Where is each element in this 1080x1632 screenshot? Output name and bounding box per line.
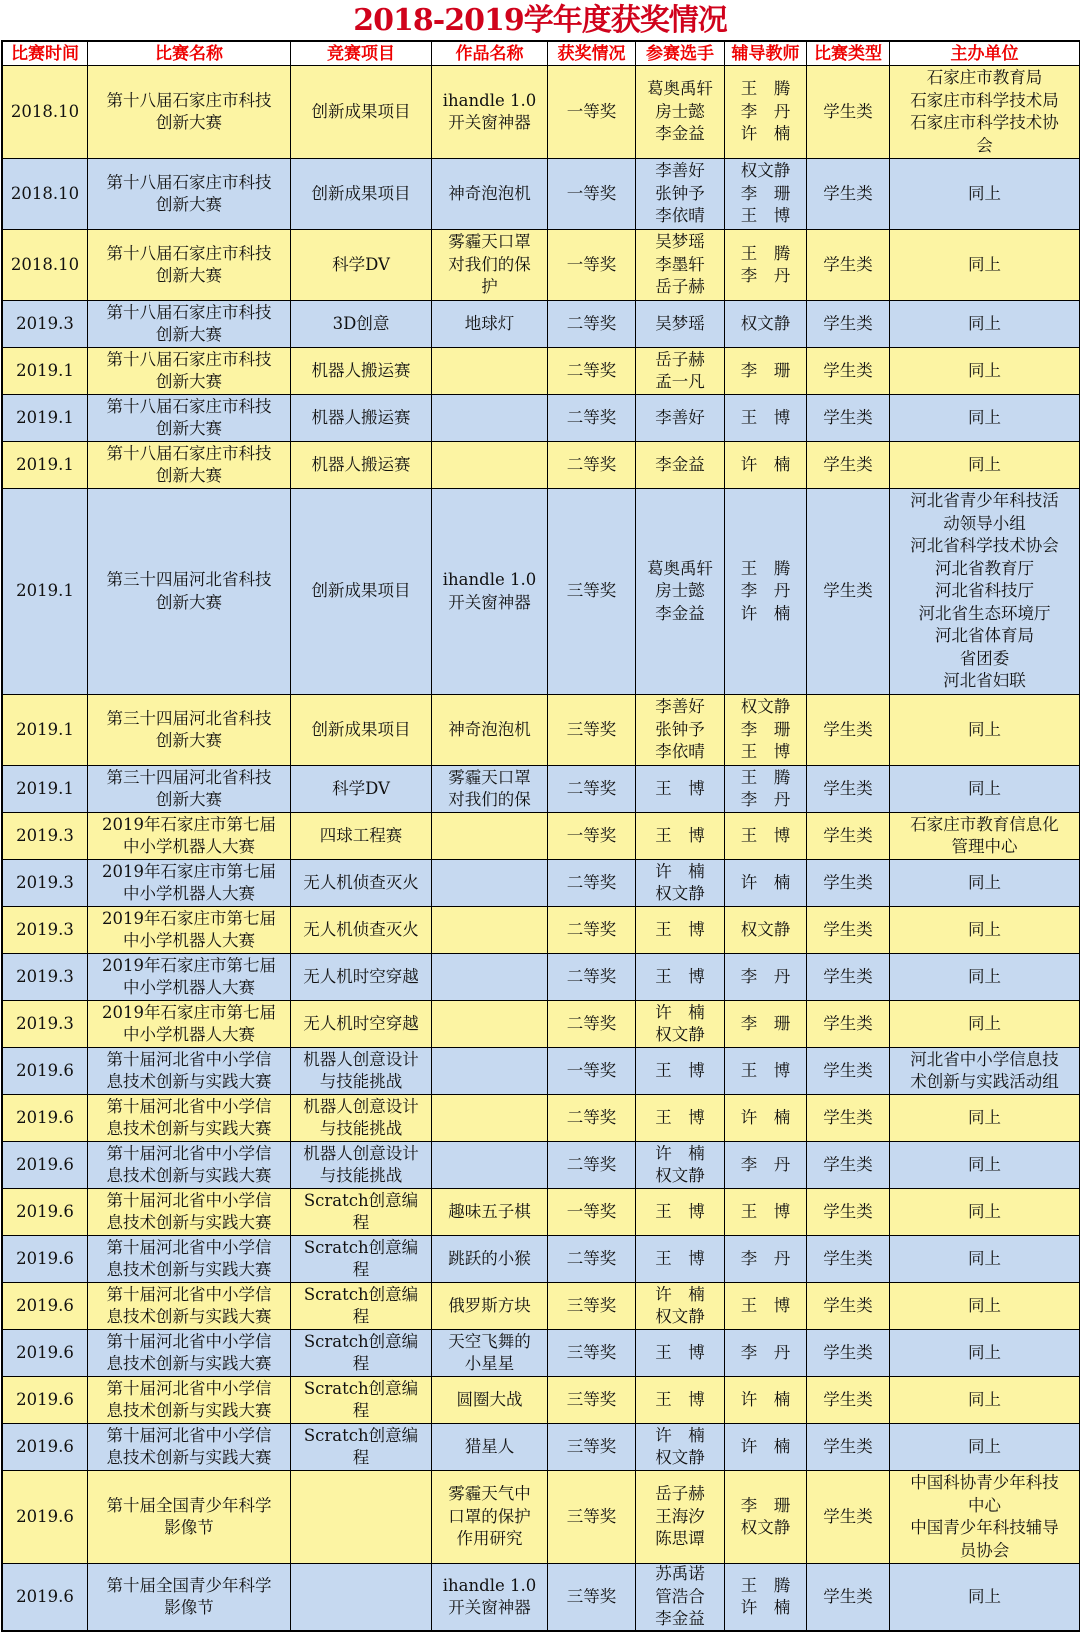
cell-competition: 2019年石家庄市第七届 中小学机器人大赛 [87,813,290,859]
table-row [3,859,1079,906]
cell-teachers: 王 腾 李 丹 [724,230,806,300]
cell-event [290,1471,431,1563]
cell-date: 2019.3 [16,966,74,986]
header-row [3,42,1079,65]
cell-students: 岳子赫 孟一凡 [635,348,724,394]
cell-competition: 第十八届石家庄市科技 创新大赛 [87,442,290,488]
cell-category: 学生类 [806,1330,889,1376]
cell-category: 学生类 [806,954,889,1000]
cell-teachers: 王 博 [724,813,806,859]
cell-work: ihandle 1.0 开关窗神器 [431,489,547,694]
cell-teachers: 王 腾 李 丹 许 楠 [724,66,806,158]
cell-date: 2019.6 [16,1060,74,1080]
cell-date: 2019.6 [16,1295,74,1315]
cell-students: 许 楠 权文静 [635,1001,724,1047]
cell-work [431,954,547,1000]
cell-students: 王 博 [635,1330,724,1376]
cell-award: 三等奖 [547,1283,635,1329]
cell-category: 学生类 [806,860,889,906]
cell-teachers: 李 珊 [724,348,806,394]
cell-work [431,442,547,488]
cell-date: 2018.10 [10,183,80,203]
cell-award: 一等奖 [547,159,635,229]
table-row [3,300,1079,347]
cell-category: 学生类 [806,1283,889,1329]
cell-teachers: 王 博 [724,1048,806,1094]
column-header-category: 比赛类型 [806,42,889,65]
cell-competition: 第三十四届河北省科技 创新大赛 [87,766,290,812]
table-row [3,1141,1079,1188]
cell-date: 2019.6 [16,1389,74,1409]
table-row [3,694,1079,765]
cell-organizer: 河北省青少年科技活 动领导小组 河北省科学技术协会 河北省教育厅 河北省科技厅 河北省生态环境厅 河北省体育局 省团委 河北省妇联 [889,489,1079,694]
cell-category: 学生类 [806,1048,889,1094]
cell-organizer: 石家庄市教育局 石家庄市科学技术局 石家庄市科学技术协 会 [889,66,1079,158]
cell-work: 雾霾天口罩 对我们的保 护 [431,230,547,300]
cell-award: 三等奖 [547,1377,635,1423]
cell-teachers: 许 楠 [724,1377,806,1423]
cell-teachers: 李 珊 权文静 [724,1471,806,1563]
cell-students: 葛奥禹轩 房士懿 李金益 [635,489,724,694]
table-row [3,65,1079,158]
cell-event: 机器人搬运赛 [290,348,431,394]
cell-teachers: 李 丹 [724,1142,806,1188]
table-row [3,1235,1079,1282]
table-row [3,1423,1079,1470]
cell-date: 2019.6 [16,1248,74,1268]
cell-teachers: 权文静 [724,301,806,347]
cell-work: ihandle 1.0 开关窗神器 [431,66,547,158]
cell-award: 一等奖 [547,1048,635,1094]
cell-award: 三等奖 [547,1471,635,1563]
table-row [3,394,1079,441]
cell-work: 神奇泡泡机 [431,159,547,229]
cell-students: 李善好 张钟予 李依晴 [635,159,724,229]
cell-competition: 第十届河北省中小学信 息技术创新与实践大赛 [87,1189,290,1235]
table-row [3,441,1079,488]
cell-award: 二等奖 [547,907,635,953]
cell-teachers: 权文静 李 珊 王 博 [724,159,806,229]
cell-award: 一等奖 [547,230,635,300]
cell-competition: 第十八届石家庄市科技 创新大赛 [87,301,290,347]
table-row [3,1563,1079,1630]
cell-organizer: 河北省中小学信息技 术创新与实践活动组 [889,1048,1079,1094]
cell-date: 2019.1 [16,581,74,601]
cell-event: 无人机时空穿越 [290,1001,431,1047]
page-title: 2018-2019学年度获奖情况 [353,3,727,38]
cell-competition: 第三十四届河北省科技 创新大赛 [87,489,290,694]
cell-organizer: 同上 [889,1001,1079,1047]
cell-event: 无人机侦查灭火 [290,907,431,953]
cell-event: Scratch创意编 程 [290,1236,431,1282]
cell-date: 2019.6 [16,1154,74,1174]
cell-category: 学生类 [806,1142,889,1188]
cell-event: 机器人搬运赛 [290,395,431,441]
cell-date: 2019.6 [16,1586,74,1606]
cell-competition: 第十八届石家庄市科技 创新大赛 [87,348,290,394]
table-row [3,1470,1079,1563]
column-header-event: 竞赛项目 [290,42,431,65]
cell-teachers: 许 楠 [724,860,806,906]
cell-award: 二等奖 [547,1236,635,1282]
cell-students: 王 博 [635,1189,724,1235]
cell-organizer: 同上 [889,1424,1079,1470]
cell-teachers: 王 博 [724,395,806,441]
cell-category: 学生类 [806,1424,889,1470]
cell-work [431,1048,547,1094]
cell-work [431,1142,547,1188]
cell-organizer: 同上 [889,695,1079,765]
cell-date: 2019.3 [16,1013,74,1033]
table-row [3,953,1079,1000]
cell-students: 王 博 [635,1048,724,1094]
cell-date: 2019.3 [16,313,74,333]
cell-work: 雾霾天气中 口罩的保护 作用研究 [431,1471,547,1563]
cell-competition: 第十届河北省中小学信 息技术创新与实践大赛 [87,1330,290,1376]
cell-students: 李善好 [635,395,724,441]
cell-work: 天空飞舞的 小星星 [431,1330,547,1376]
cell-category: 学生类 [806,230,889,300]
cell-competition: 第十届河北省中小学信 息技术创新与实践大赛 [87,1048,290,1094]
cell-date: 2019.6 [16,1342,74,1362]
cell-category: 学生类 [806,695,889,765]
cell-date: 2018.10 [10,101,80,121]
table-row [3,906,1079,953]
cell-competition: 第十届河北省中小学信 息技术创新与实践大赛 [87,1142,290,1188]
cell-category: 学生类 [806,813,889,859]
cell-award: 二等奖 [547,395,635,441]
cell-organizer: 同上 [889,301,1079,347]
cell-competition: 第十届河北省中小学信 息技术创新与实践大赛 [87,1424,290,1470]
cell-competition: 第十八届石家庄市科技 创新大赛 [87,159,290,229]
cell-category: 学生类 [806,66,889,158]
cell-students: 许 楠 权文静 [635,1142,724,1188]
cell-work: 趣味五子棋 [431,1189,547,1235]
cell-organizer: 石家庄市教育信息化 管理中心 [889,813,1079,859]
cell-work: ihandle 1.0 开关窗神器 [431,1564,547,1630]
cell-work [431,907,547,953]
cell-work [431,860,547,906]
cell-students: 苏禹诺 管浩合 李金益 [635,1564,724,1630]
cell-students: 许 楠 权文静 [635,1424,724,1470]
cell-date: 2019.1 [16,719,74,739]
cell-competition: 第十八届石家庄市科技 创新大赛 [87,230,290,300]
cell-award: 三等奖 [547,1424,635,1470]
cell-date: 2019.1 [16,778,74,798]
cell-category: 学生类 [806,907,889,953]
cell-teachers: 王 腾 李 丹 许 楠 [724,489,806,694]
cell-date: 2019.3 [16,825,74,845]
cell-award: 二等奖 [547,1001,635,1047]
cell-organizer: 同上 [889,860,1079,906]
cell-organizer: 同上 [889,1189,1079,1235]
cell-competition: 2019年石家庄市第七届 中小学机器人大赛 [87,954,290,1000]
cell-award: 一等奖 [547,66,635,158]
cell-students: 许 楠 权文静 [635,860,724,906]
cell-award: 二等奖 [547,954,635,1000]
cell-category: 学生类 [806,1189,889,1235]
cell-event: 创新成果项目 [290,489,431,694]
cell-event: 创新成果项目 [290,695,431,765]
cell-competition: 第三十四届河北省科技 创新大赛 [87,695,290,765]
cell-category: 学生类 [806,1236,889,1282]
cell-date: 2019.6 [16,1107,74,1127]
cell-category: 学生类 [806,1095,889,1141]
cell-teachers: 许 楠 [724,1424,806,1470]
cell-category: 学生类 [806,1001,889,1047]
cell-teachers: 李 丹 [724,1330,806,1376]
cell-teachers: 权文静 李 珊 王 博 [724,695,806,765]
cell-category: 学生类 [806,1471,889,1563]
cell-category: 学生类 [806,766,889,812]
cell-category: 学生类 [806,1377,889,1423]
cell-teachers: 权文静 [724,907,806,953]
cell-date: 2019.3 [16,872,74,892]
cell-award: 二等奖 [547,1095,635,1141]
cell-students: 吴梦瑶 李墨轩 岳子赫 [635,230,724,300]
cell-event: 机器人搬运赛 [290,442,431,488]
cell-date: 2019.6 [16,1436,74,1456]
cell-work [431,395,547,441]
cell-work: 神奇泡泡机 [431,695,547,765]
cell-students: 吴梦瑶 [635,301,724,347]
table-row [3,1282,1079,1329]
cell-date: 2019.1 [16,454,74,474]
cell-event: 创新成果项目 [290,159,431,229]
cell-students: 王 博 [635,1377,724,1423]
cell-organizer: 同上 [889,1330,1079,1376]
cell-students: 王 博 [635,1236,724,1282]
column-header-competition: 比赛名称 [87,42,290,65]
cell-award: 二等奖 [547,1142,635,1188]
cell-competition: 第十届全国青少年科学 影像节 [87,1564,290,1630]
cell-event: 无人机时空穿越 [290,954,431,1000]
cell-date: 2019.1 [16,360,74,380]
cell-teachers: 王 博 [724,1283,806,1329]
table-row [3,488,1079,694]
cell-students: 王 博 [635,813,724,859]
table-row [3,1000,1079,1047]
cell-organizer: 同上 [889,230,1079,300]
cell-teachers: 王 腾 许 楠 [724,1564,806,1630]
cell-award: 一等奖 [547,1189,635,1235]
cell-organizer: 同上 [889,348,1079,394]
cell-teachers: 王 博 [724,1189,806,1235]
cell-event: Scratch创意编 程 [290,1424,431,1470]
column-header-students: 参赛选手 [635,42,724,65]
cell-award: 二等奖 [547,860,635,906]
table-row [3,765,1079,812]
cell-event: 四球工程赛 [290,813,431,859]
cell-teachers: 李 丹 [724,1236,806,1282]
cell-competition: 第十八届石家庄市科技 创新大赛 [87,66,290,158]
cell-work: 猎星人 [431,1424,547,1470]
column-header-work: 作品名称 [431,42,547,65]
column-header-teachers: 辅导教师 [724,42,806,65]
cell-organizer: 同上 [889,395,1079,441]
cell-organizer: 中国科协青少年科技 中心 中国青少年科技辅导 员协会 [889,1471,1079,1563]
cell-work [431,813,547,859]
table-row [3,1329,1079,1376]
cell-teachers: 许 楠 [724,1095,806,1141]
cell-competition: 第十届河北省中小学信 息技术创新与实践大赛 [87,1095,290,1141]
cell-competition: 第十届河北省中小学信 息技术创新与实践大赛 [87,1377,290,1423]
cell-event: 科学DV [290,230,431,300]
table-row [3,812,1079,859]
cell-competition: 2019年石家庄市第七届 中小学机器人大赛 [87,1001,290,1047]
cell-category: 学生类 [806,159,889,229]
cell-organizer: 同上 [889,1283,1079,1329]
cell-event: Scratch创意编 程 [290,1377,431,1423]
table-row [3,347,1079,394]
cell-event: 机器人创意设计 与技能挑战 [290,1142,431,1188]
cell-students: 王 博 [635,766,724,812]
cell-work: 跳跃的小猴 [431,1236,547,1282]
cell-award: 三等奖 [547,1330,635,1376]
cell-organizer: 同上 [889,907,1079,953]
cell-work [431,348,547,394]
cell-competition: 2019年石家庄市第七届 中小学机器人大赛 [87,907,290,953]
cell-date: 2018.10 [10,254,80,274]
cell-award: 三等奖 [547,695,635,765]
column-header-date: 比赛时间 [11,43,79,64]
cell-students: 李善好 张钟予 李依晴 [635,695,724,765]
cell-organizer: 同上 [889,766,1079,812]
cell-students: 李金益 [635,442,724,488]
cell-organizer: 同上 [889,1236,1079,1282]
table-row [3,1188,1079,1235]
cell-date: 2019.6 [16,1201,74,1221]
cell-teachers: 李 丹 [724,954,806,1000]
cell-event: 机器人创意设计 与技能挑战 [290,1095,431,1141]
column-header-award: 获奖情况 [547,42,635,65]
cell-organizer: 同上 [889,159,1079,229]
cell-event: 创新成果项目 [290,66,431,158]
cell-work: 雾霾天口罩 对我们的保 [431,766,547,812]
cell-students: 许 楠 权文静 [635,1283,724,1329]
table-row [3,1376,1079,1423]
table-row [3,229,1079,300]
cell-date: 2019.1 [16,407,74,427]
cell-work [431,1001,547,1047]
table-row [3,158,1079,229]
cell-organizer: 同上 [889,1142,1079,1188]
cell-competition: 第十届全国青少年科学 影像节 [87,1471,290,1563]
cell-organizer: 同上 [889,1377,1079,1423]
cell-date: 2019.3 [16,919,74,939]
cell-students: 王 博 [635,1095,724,1141]
column-header-organizer: 主办单位 [889,42,1079,65]
cell-event: Scratch创意编 程 [290,1283,431,1329]
cell-event: Scratch创意编 程 [290,1189,431,1235]
cell-event: 3D创意 [290,301,431,347]
cell-organizer: 同上 [889,1564,1079,1630]
cell-award: 二等奖 [547,301,635,347]
table-row [3,1047,1079,1094]
cell-category: 学生类 [806,301,889,347]
cell-event: 机器人创意设计 与技能挑战 [290,1048,431,1094]
cell-work: 俄罗斯方块 [431,1283,547,1329]
cell-date: 2019.6 [16,1506,74,1526]
cell-event: 无人机侦查灭火 [290,860,431,906]
cell-work: 圆圈大战 [431,1377,547,1423]
cell-competition: 第十届河北省中小学信 息技术创新与实践大赛 [87,1283,290,1329]
cell-competition: 2019年石家庄市第七届 中小学机器人大赛 [87,860,290,906]
cell-work [431,1095,547,1141]
cell-award: 二等奖 [547,442,635,488]
cell-event [290,1564,431,1630]
cell-award: 一等奖 [547,813,635,859]
cell-students: 王 博 [635,907,724,953]
cell-students: 王 博 [635,954,724,1000]
cell-work: 地球灯 [431,301,547,347]
cell-award: 二等奖 [547,766,635,812]
cell-teachers: 许 楠 [724,442,806,488]
cell-award: 三等奖 [547,1564,635,1630]
cell-organizer: 同上 [889,1095,1079,1141]
cell-award: 三等奖 [547,489,635,694]
cell-category: 学生类 [806,348,889,394]
cell-competition: 第十八届石家庄市科技 创新大赛 [87,395,290,441]
cell-event: 科学DV [290,766,431,812]
cell-students: 岳子赫 王海汐 陈思谭 [635,1471,724,1563]
cell-category: 学生类 [806,395,889,441]
cell-organizer: 同上 [889,442,1079,488]
cell-teachers: 王 腾 李 丹 [724,766,806,812]
cell-students: 葛奥禹轩 房士懿 李金益 [635,66,724,158]
cell-award: 二等奖 [547,348,635,394]
cell-category: 学生类 [806,1564,889,1630]
cell-category: 学生类 [806,442,889,488]
table-row [3,1094,1079,1141]
cell-organizer: 同上 [889,954,1079,1000]
awards-table [1,40,1080,1632]
cell-competition: 第十届河北省中小学信 息技术创新与实践大赛 [87,1236,290,1282]
cell-event: Scratch创意编 程 [290,1330,431,1376]
cell-category: 学生类 [806,489,889,694]
cell-teachers: 李 珊 [724,1001,806,1047]
